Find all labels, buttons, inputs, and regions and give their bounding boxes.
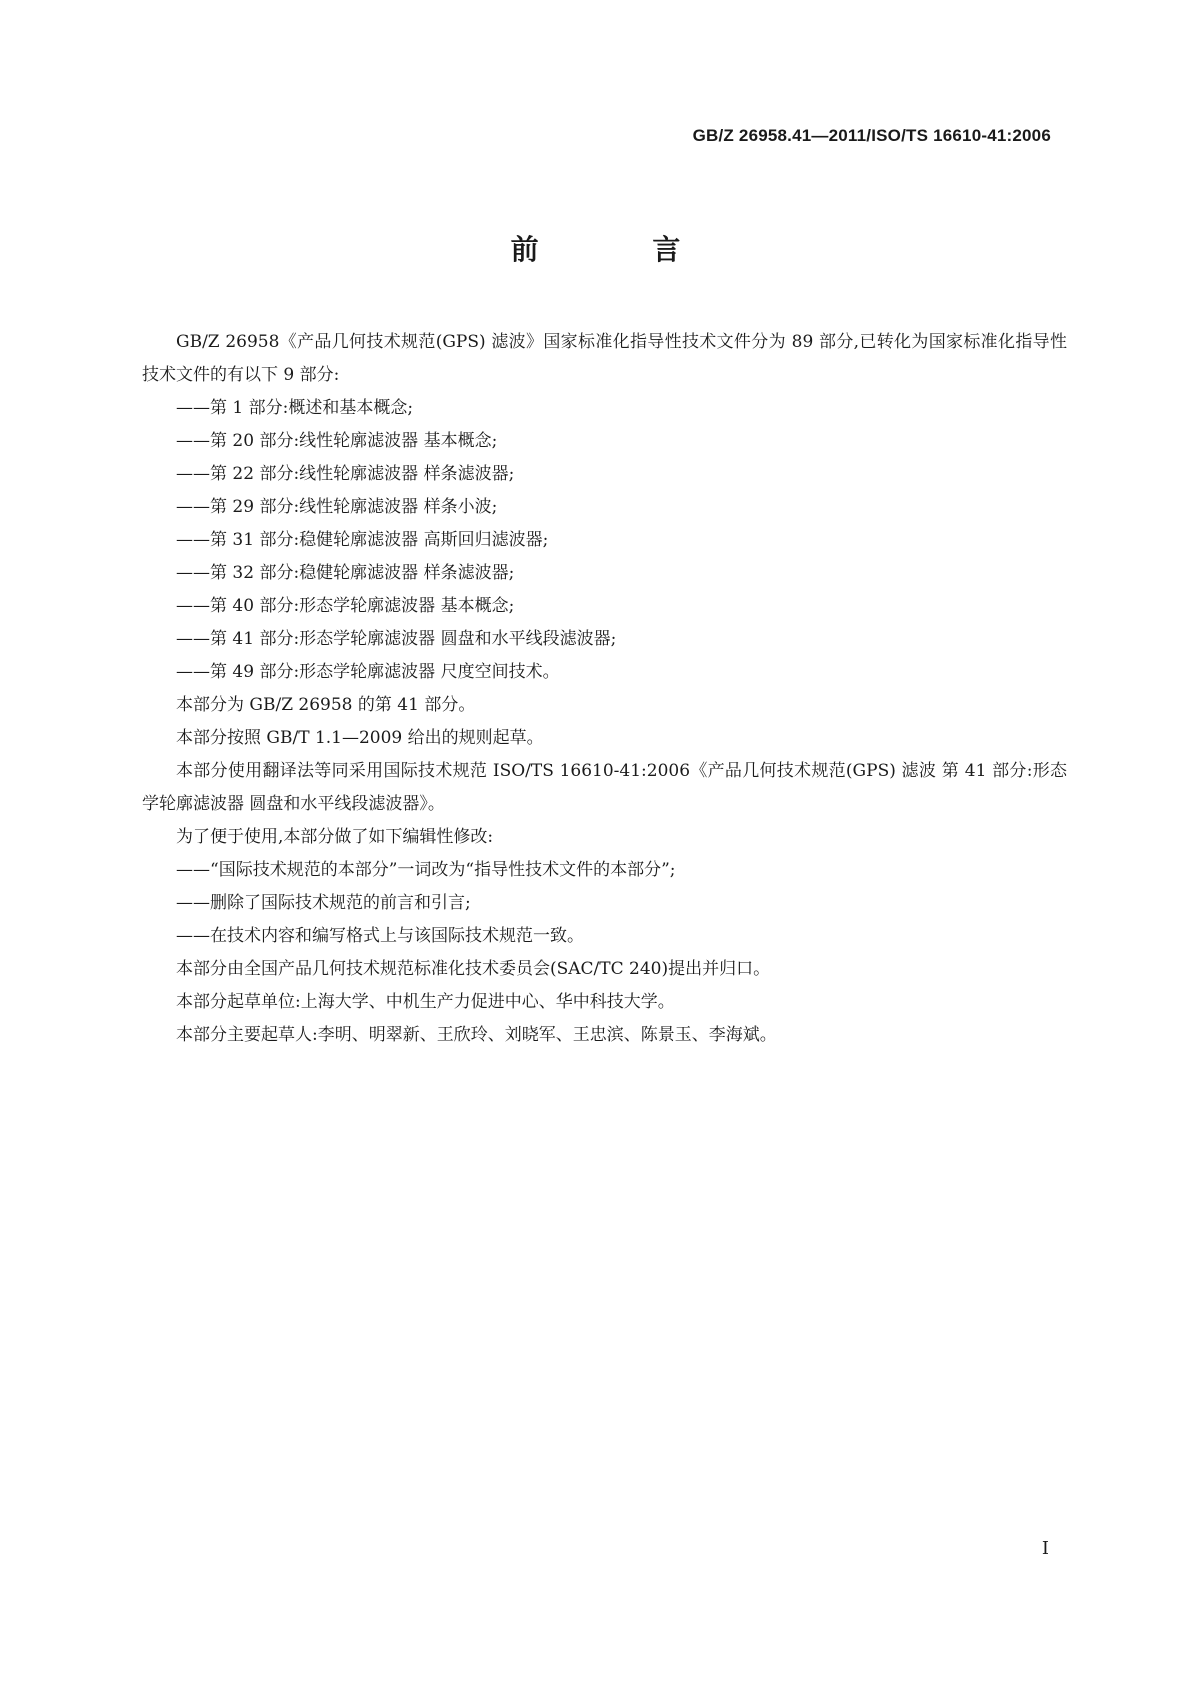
list-item: ——第 32 部分:稳健轮廓滤波器 样条滤波器; — [176, 563, 515, 583]
part-of-statement: 本部分为 GB/Z 26958 的第 41 部分。 — [176, 695, 476, 715]
list-item: ——第 1 部分:概述和基本概念; — [176, 398, 414, 418]
list-item: ——第 20 部分:线性轮廓滤波器 基本概念; — [176, 431, 498, 451]
drafters-statement: 本部分主要起草人:李明、明翠新、王欣玲、刘晓军、王忠滨、陈景玉、李海斌。 — [176, 1025, 777, 1045]
editorial-intro: 为了便于使用,本部分做了如下编辑性修改: — [176, 827, 494, 847]
editorial-changes-list — [142, 854, 1067, 953]
list-item: ——在技术内容和编写格式上与该国际技术规范一致。 — [176, 926, 584, 946]
list-item: ——第 29 部分:线性轮廓滤波器 样条小波; — [176, 497, 498, 517]
page-number: I — [1041, 1538, 1049, 1559]
list-item: ——“国际技术规范的本部分”一词改为“指导性技术文件的本部分”; — [176, 860, 676, 880]
list-item: ——第 31 部分:稳健轮廓滤波器 高斯回归滤波器; — [176, 530, 549, 550]
list-item: ——第 22 部分:线性轮廓滤波器 样条滤波器; — [176, 464, 515, 484]
list-item: ——第 49 部分:形态学轮廓滤波器 尺度空间技术。 — [176, 662, 560, 682]
foreword-body — [142, 326, 1067, 1052]
list-item: ——删除了国际技术规范的前言和引言; — [176, 893, 471, 913]
adoption-statement: 本部分使用翻译法等同采用国际技术规范 ISO/TS 16610-41:2006《产品几何技术规范(GPS) 滤波 第 41 部分:形态学轮廓滤波器 圆盘和水平线段滤波器》。 — [142, 761, 1067, 814]
page-title: 前 言 — [510, 233, 733, 266]
list-item: ——第 41 部分:形态学轮廓滤波器 圆盘和水平线段滤波器; — [176, 629, 617, 649]
intro-paragraph: GB/Z 26958《产品几何技术规范(GPS) 滤波》国家标准化指导性技术文件分为 89 部分,已转化为国家标准化指导性技术文件的有以下 9 部分: — [142, 332, 1067, 385]
list-item: ——第 40 部分:形态学轮廓滤波器 基本概念; — [176, 596, 515, 616]
drafting-rules-statement: 本部分按照 GB/T 1.1—2009 给出的规则起草。 — [176, 728, 544, 748]
drafting-units-statement: 本部分起草单位:上海大学、中机生产力促进中心、华中科技大学。 — [176, 992, 675, 1012]
standard-code-header: GB/Z 26958.41—2011/ISO/TS 16610-41:2006 — [692, 126, 1051, 145]
parts-list — [142, 392, 1067, 689]
proposed-by-statement: 本部分由全国产品几何技术规范标准化技术委员会(SAC/TC 240)提出并归口。 — [176, 959, 771, 979]
